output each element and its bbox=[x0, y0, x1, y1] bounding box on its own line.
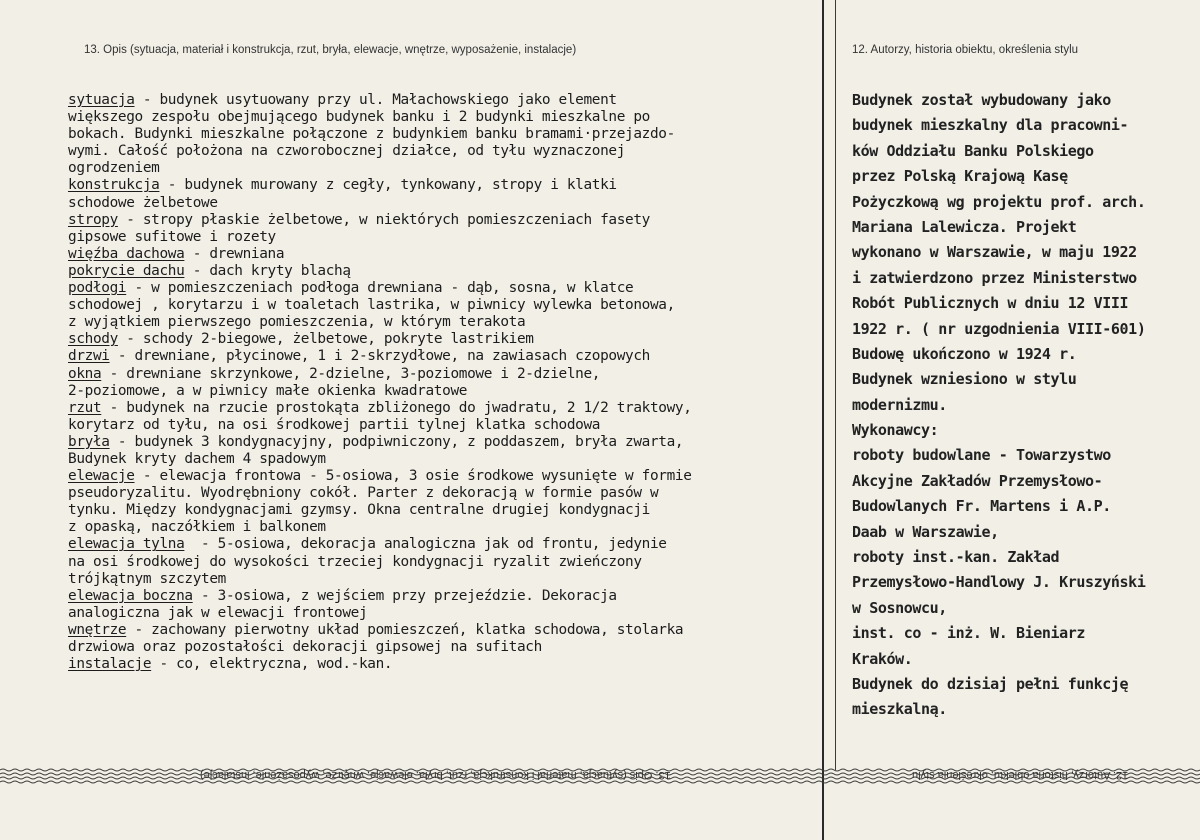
history-line: Mariana Lalewicza. Projekt bbox=[852, 217, 1077, 236]
field-text: - w pomieszczeniach podłoga drewniana - dąb, sosna, w klatce bbox=[126, 280, 634, 297]
field-text: - elewacja frontowa - 5-osiowa, 3 osie środkowe wysunięte w formie bbox=[134, 468, 692, 485]
history-line: Budowlanych Fr. Martens i A.P. bbox=[852, 497, 1111, 516]
field-text: gipsowe sufitowe i rozety bbox=[68, 228, 276, 245]
footer-strip bbox=[0, 764, 1200, 788]
history-line: w Sosnowcu, bbox=[852, 598, 947, 617]
history-line: przez Polską Krajową Kasę bbox=[852, 167, 1068, 186]
field-label: elewacja tylna bbox=[68, 536, 185, 553]
field-text: tynku. Między kondygnacjami gzymsy. Okna centralne drugiej kondygnacji bbox=[68, 502, 650, 519]
description-line bbox=[68, 280, 828, 297]
field-label: okna bbox=[68, 365, 102, 382]
field-text: wymi. Całość położona na czworobocznej działce, od tyłu wyznaczonej bbox=[68, 143, 626, 160]
history-line: Budynek został wybudowany jako bbox=[852, 91, 1111, 109]
field-label: konstrukcja bbox=[68, 177, 160, 194]
description-line bbox=[68, 571, 828, 588]
field-text: na osi środkowej do wysokości trzeciej kondygnacji ryzalit zwieńczony bbox=[68, 553, 642, 570]
description-line bbox=[68, 229, 828, 246]
history-line: Robót Publicznych w dniu 12 VIII bbox=[852, 294, 1129, 313]
description-line bbox=[68, 212, 828, 229]
field-text: schodowe żelbetowe bbox=[68, 194, 218, 211]
history-line: Akcyjne Zakładów Przemysłowo- bbox=[852, 471, 1103, 490]
field-label: więźba dachowa bbox=[68, 245, 185, 262]
description-line bbox=[68, 502, 828, 519]
description-line bbox=[68, 126, 828, 143]
description-line bbox=[68, 554, 828, 571]
field-text: - 5-osiowa, dekoracja analogiczna jak od frontu, jedynie bbox=[184, 536, 667, 553]
field-label: drzwi bbox=[68, 348, 110, 365]
field-text: - budynek murowany z cegły, tynkowany, stropy i klatki bbox=[159, 177, 617, 194]
field-label: pokrycie dachu bbox=[68, 262, 185, 279]
history-line: Budynek wzniesiono w stylu bbox=[852, 370, 1077, 389]
field-label: bryła bbox=[68, 433, 110, 450]
description-line bbox=[68, 536, 828, 553]
description-line bbox=[68, 314, 828, 331]
description-line bbox=[68, 451, 828, 468]
field-text: - dach kryty blachą bbox=[184, 262, 351, 279]
field-text: z opaską, naczółkiem i balkonem bbox=[68, 519, 326, 536]
description-line bbox=[68, 639, 828, 656]
field-text: drzwiowa oraz pozostałości dekoracji gipsowej na sufitach bbox=[68, 639, 542, 655]
history-line: wykonano w Warszawie, w maju 1922 bbox=[852, 243, 1137, 262]
field-text: schodowej , korytarzu i w toaletach lastrika, w piwnicy wylewka betonowa, bbox=[68, 297, 675, 314]
history-line: mieszkalną. bbox=[852, 700, 947, 719]
history-line: Budynek do dzisiaj pełni funkcję bbox=[852, 674, 1129, 693]
description-line bbox=[68, 656, 828, 673]
history-line: modernizmu. bbox=[852, 395, 947, 414]
history-line: Przemysłowo-Handlowy J. Kruszyński bbox=[852, 573, 1146, 592]
field-label: stropy bbox=[68, 211, 118, 228]
field-text: Budynek kryty dachem 4 spadowym bbox=[68, 450, 326, 467]
field-label: rzut bbox=[68, 399, 102, 416]
field-text: - budynek na rzucie prostokąta zbliżonego do jwadratu, 2 1/2 traktowy, bbox=[101, 399, 692, 416]
field-text: - 3-osiowa, z wejściem przy przejeździe. Dekoracja bbox=[192, 587, 617, 604]
history-text bbox=[852, 88, 1197, 723]
column-divider-secondary bbox=[835, 0, 836, 770]
history-line: 1922 r. ( nr uzgodnienia VIII-601) bbox=[852, 319, 1146, 338]
description-line bbox=[68, 348, 828, 365]
history-line: roboty inst.-kan. Zakład bbox=[852, 548, 1060, 567]
history-line: i zatwierdzono przez Ministerstwo bbox=[852, 268, 1137, 287]
field-text: - drewniana bbox=[184, 245, 285, 262]
field-text: analogiczna jak w elewacji frontowej bbox=[68, 604, 368, 621]
description-line bbox=[68, 400, 828, 417]
field-label: wnętrze bbox=[68, 621, 127, 638]
field-text: - schody 2-biegowe, żelbetowe, pokryte lastrikiem bbox=[117, 331, 534, 348]
history-line: Pożyczkową wg projektu prof. arch. bbox=[852, 192, 1146, 211]
description-line bbox=[68, 417, 828, 434]
description-line bbox=[68, 434, 828, 451]
description-line bbox=[68, 519, 828, 536]
field-label: elewacja boczna bbox=[68, 587, 193, 604]
description-line bbox=[68, 383, 828, 400]
field-label: instalacje bbox=[68, 656, 152, 673]
field-label: elewacje bbox=[68, 468, 135, 485]
description-line bbox=[68, 177, 828, 194]
history-line: ków Oddziału Banku Polskiego bbox=[852, 141, 1094, 160]
field-text: - budynek usytuowany przy ul. Małachowskiego jako element bbox=[134, 92, 617, 108]
field-text: 2-poziomowe, a w piwnicy małe okienka kwadratowe bbox=[68, 382, 468, 399]
field-text: - stropy płaskie żelbetowe, w niektórych pomieszczeniach fasety bbox=[117, 211, 650, 228]
wave-line bbox=[0, 781, 1200, 783]
section-13-header: 13. Opis (sytuacja, materiał i konstrukcja, rzut, bryła, elewacje, wnętrze, wyposażenie, instalacje) bbox=[84, 44, 577, 56]
field-text: - drewniane skrzynkowe, 2-dzielne, 3-poziomowe i 2-dzielne, bbox=[101, 365, 601, 382]
field-label: sytuacja bbox=[68, 92, 135, 108]
description-line bbox=[68, 92, 828, 109]
description-line bbox=[68, 622, 828, 639]
description-line bbox=[68, 485, 828, 502]
history-line: roboty budowlane - Towarzystwo bbox=[852, 446, 1111, 465]
field-text: - budynek 3 kondygnacyjny, podpiwniczony, z poddaszem, bryła zwarta, bbox=[109, 433, 684, 450]
description-line bbox=[68, 246, 828, 263]
description-line bbox=[68, 263, 828, 280]
description-line bbox=[68, 331, 828, 348]
field-text: ogrodzeniem bbox=[68, 160, 160, 177]
field-text: bokach. Budynki mieszkalne połączone z budynkiem banku bramami·przejazdo- bbox=[68, 126, 675, 143]
description-line bbox=[68, 468, 828, 485]
description-line bbox=[68, 366, 828, 383]
history-line: Wykonawcy: bbox=[852, 421, 939, 440]
description-line bbox=[68, 160, 828, 177]
field-label: schody bbox=[68, 331, 118, 348]
description-line bbox=[68, 297, 828, 314]
field-text: - zachowany pierwotny układ pomieszczeń, klatka schodowa, stolarka bbox=[126, 621, 684, 638]
history-line: budynek mieszkalny dla pracowni- bbox=[852, 116, 1129, 135]
description-line bbox=[68, 588, 828, 605]
description-line bbox=[68, 195, 828, 212]
history-line: Budowę ukończono w 1924 r. bbox=[852, 344, 1077, 363]
description-line bbox=[68, 605, 828, 622]
history-line: inst. co - inż. W. Bieniarz bbox=[852, 624, 1086, 643]
field-text: trójkątnym szczytem bbox=[68, 570, 226, 587]
description-text bbox=[68, 92, 828, 673]
footer-section-13-label: 13. Opis (sytuacja, materiał i konstrukcja, rzut, bryła, elewacje, wnętrze, wyposażenie, instalacje) bbox=[200, 769, 671, 781]
footer-section-12-label: 12. Autorzy, historia obiektu, określenia stylu bbox=[912, 769, 1129, 781]
description-line bbox=[68, 143, 828, 160]
field-text: - drewniane, płycinowe, 1 i 2-skrzydłowe, na zawiasach czopowych bbox=[109, 348, 650, 365]
history-line: Daab w Warszawie, bbox=[852, 522, 999, 541]
history-line: Kraków. bbox=[852, 649, 913, 668]
field-text: większego zespołu obejmującego budynek banku i 2 budynki mieszkalne po bbox=[68, 109, 650, 126]
field-text: z wyjątkiem pierwszego pomieszczenia, w którym terakota bbox=[68, 314, 526, 331]
field-text: pseudoryzalitu. Wyodrębniony cokół. Parter z dekoracją w formie pasów w bbox=[68, 485, 659, 502]
description-line bbox=[68, 109, 828, 126]
field-text: - co, elektryczna, wod.-kan. bbox=[151, 656, 393, 673]
section-12-header: 12. Autorzy, historia obiektu, określenia stylu bbox=[852, 44, 1079, 56]
field-label: podłogi bbox=[68, 280, 127, 297]
field-text: korytarz od tyłu, na osi środkowej partii tylnej klatka schodowa bbox=[68, 416, 601, 433]
